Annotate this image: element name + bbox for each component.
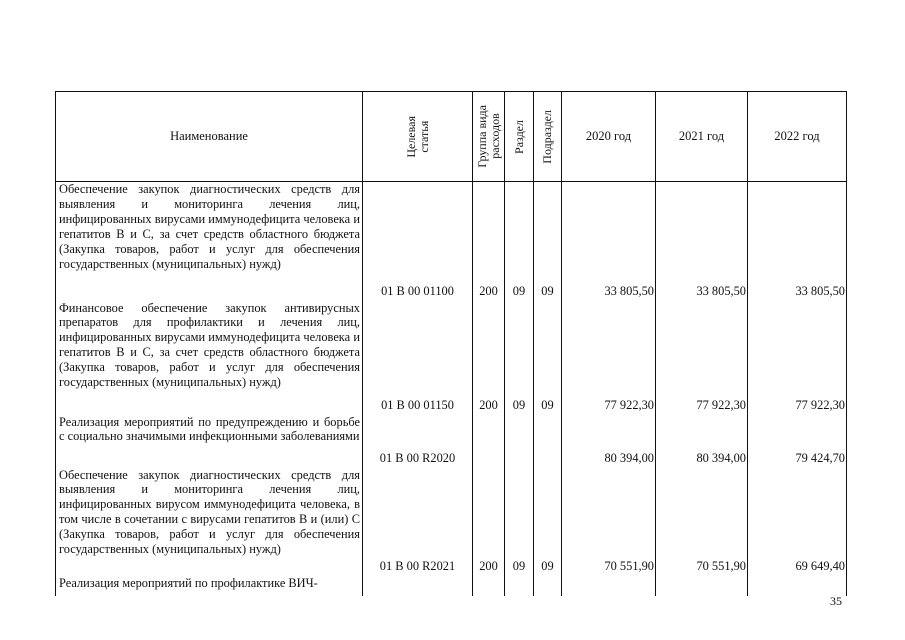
row-subsection	[534, 576, 562, 596]
row-subsection: 09	[534, 301, 562, 415]
row-2020	[562, 576, 656, 596]
row-name: Финансовое обеспечение закупок антивирусных препаратов для профилактики и лечения лиц, инфицированных вирусами иммунодефицита человека и гепатитов В и С, за счет средств областного бюджета (Закупка товаров, работ и услуг для обеспечения государственных (муниципальных) нужд)	[56, 301, 363, 415]
table-row	[56, 182, 847, 301]
row-target: 01 В 00 01100	[363, 182, 473, 301]
table-row	[56, 301, 847, 415]
row-2021	[656, 576, 748, 596]
header-section: Раздел	[511, 119, 526, 154]
row-2020: 33 805,50	[562, 182, 656, 301]
row-2021: 33 805,50	[656, 182, 748, 301]
row-section: 09	[505, 301, 534, 415]
row-name: Обеспечение закупок диагностических средств для выявления и мониторинга лечения лиц, инфицированных вирусом иммунодефицита человека, в том числе в сочетании с вирусами гепатитов В и (или) С (Закупка товаров, работ и услуг для обеспечения государственных (муниципальных) нужд)	[56, 468, 363, 576]
row-subsection: 09	[534, 468, 562, 576]
row-2021: 80 394,00	[656, 415, 748, 468]
table-row	[56, 468, 847, 576]
row-2020: 80 394,00	[562, 415, 656, 468]
row-group: 200	[473, 468, 505, 576]
row-target: 01 В 00 01150	[363, 301, 473, 415]
row-section	[505, 415, 534, 468]
row-section	[505, 576, 534, 596]
row-group: 200	[473, 301, 505, 415]
row-2022: 77 922,30	[748, 301, 847, 415]
row-2021: 77 922,30	[656, 301, 748, 415]
row-2022: 33 805,50	[748, 182, 847, 301]
row-2020: 70 551,90	[562, 468, 656, 576]
row-2022: 79 424,70	[748, 415, 847, 468]
header-subsection: Подраздел	[540, 109, 554, 164]
row-2022: 69 649,40	[748, 468, 847, 576]
row-name: Обеспечение закупок диагностических средств для выявления и мониторинга лечения лиц, инфицированных вирусами иммунодефицита человека и гепатитов В и С, за счет средств областного бюджета (Закупка товаров, работ и услуг для обеспечения государственных (муниципальных) нужд)	[56, 182, 363, 301]
header-2022: 2022 год	[748, 92, 847, 182]
row-target: 01 В 00 R2021	[363, 468, 473, 576]
row-section: 09	[505, 468, 534, 576]
row-group	[473, 576, 505, 596]
header-row	[56, 92, 847, 182]
table-row	[56, 576, 847, 596]
row-2022	[748, 576, 847, 596]
header-2021: 2021 год	[656, 92, 748, 182]
header-2020: 2020 год	[562, 92, 656, 182]
header-group: Группа вида расходов	[474, 105, 502, 168]
budget-table	[55, 91, 847, 596]
row-group	[473, 415, 505, 468]
header-name: Наименование	[56, 92, 363, 182]
table-row	[56, 415, 847, 468]
header-target: Целевая статья	[403, 115, 431, 158]
row-2021: 70 551,90	[656, 468, 748, 576]
row-2020: 77 922,30	[562, 301, 656, 415]
row-name: Реализация мероприятий по профилактике ВИЧ-	[56, 576, 363, 596]
page-number: 35	[830, 594, 842, 608]
row-subsection: 09	[534, 182, 562, 301]
row-group: 200	[473, 182, 505, 301]
row-target: 01 В 00 R2020	[363, 415, 473, 468]
row-target	[363, 576, 473, 596]
row-name: Реализация мероприятий по предупреждению и борьбе с социально значимыми инфекционными заболеваниями	[56, 415, 363, 468]
row-subsection	[534, 415, 562, 468]
row-section: 09	[505, 182, 534, 301]
